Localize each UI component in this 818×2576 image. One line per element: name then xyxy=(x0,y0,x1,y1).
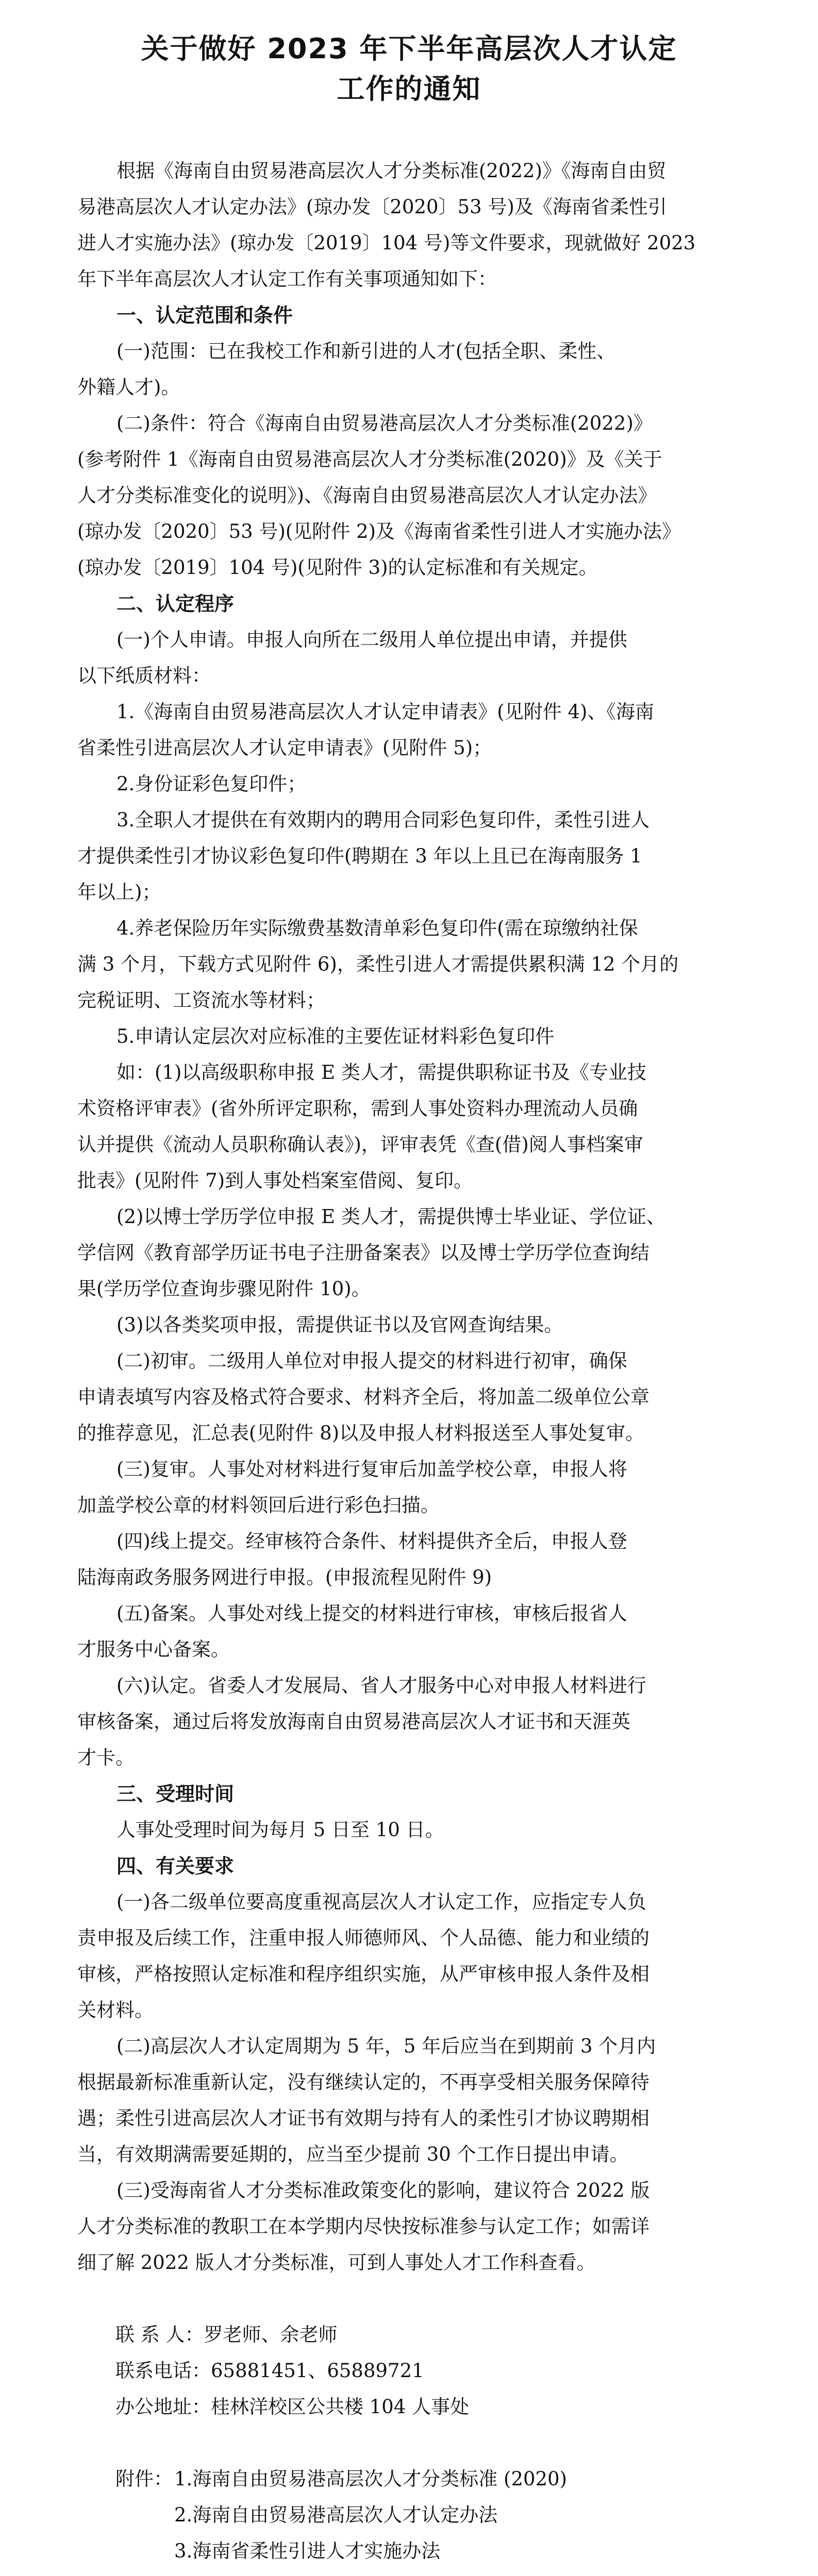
text-line: 如：(1)以高级职称申报 E 类人才，需提供职称证书及《专业技 xyxy=(116,1061,646,1083)
text-line: 1.《海南自由贸易港高层次人才认定申请表》(见附件 4)、《海南 xyxy=(116,701,654,723)
text-line: (一)范围：已在我校工作和新引进的人才(包括全职、柔性、 xyxy=(116,340,616,362)
scope-paragraph xyxy=(77,333,747,405)
text-line: (2)以博士学历学位申报 E 类人才，需提供博士毕业证、学位证、 xyxy=(116,1206,665,1228)
time-paragraph xyxy=(77,1812,747,1848)
attachment-label: 附件： xyxy=(115,2468,173,2490)
text-line: 根据最新标准重新认定，没有继续认定的，不再享受相关服务保障待 xyxy=(77,2071,649,2093)
text-line: 人才分类标准变化的说明》)、《海南自由贸易港高层次人才认定办法》 xyxy=(77,484,657,506)
step-2-paragraph xyxy=(77,1343,747,1451)
text-line: (琼办发〔2019〕104 号)(见附件 3)的认定标准和有关规定。 xyxy=(77,556,598,579)
requirement-1-paragraph xyxy=(77,1884,747,2028)
contact-phone xyxy=(115,2353,424,2389)
attachment-item: 1.海南自由贸易港高层次人才分类标准 (2020) xyxy=(174,2468,567,2490)
step-4-paragraph xyxy=(77,1523,747,1596)
material-5-paragraph xyxy=(77,1019,747,1055)
text-line: 果(学历学位查询步骤见附件 10)。 xyxy=(77,1278,371,1300)
contact-person-label: 联 系 人： xyxy=(115,2324,204,2346)
text-line: (三)受海南省人才分类标准政策变化的影响，建议符合 2022 版 xyxy=(116,2179,650,2201)
text-line: (二)初审。二级用人单位对申报人提交的材料进行初审，确保 xyxy=(116,1350,627,1372)
text-line: 5.申请认定层次对应标准的主要佐证材料彩色复印件 xyxy=(116,1025,555,1047)
text-line: 人事处受理时间为每月 5 日至 10 日。 xyxy=(116,1819,444,1841)
text-line: (参考附件 1《海南自由贸易港高层次人才分类标准(2020)》及《关于 xyxy=(77,448,662,470)
text-line: 当，有效期满需要延期的，应当至少提前 30 个工作日提出申请。 xyxy=(77,2143,629,2165)
text-line: 术资格评审表》(省外所评定职称，需到人事处资料办理流动人员确 xyxy=(77,1097,638,1120)
material-3-paragraph xyxy=(77,802,747,910)
text-line: (六)认定。省委人才发展局、省人才服务中心对申报人材料进行 xyxy=(116,1674,646,1697)
material-5c-paragraph xyxy=(77,1307,747,1343)
text-line: 才提供柔性引才协议彩色复印件(聘期在 3 年以上且已在海南服务 1 xyxy=(77,845,642,867)
text-line: 人才分类标准的教职工在本学期内尽快按标准参与认定工作；如需详 xyxy=(77,2215,649,2238)
intro-paragraph xyxy=(77,153,747,297)
requirement-3-paragraph xyxy=(77,2173,747,2281)
title-line-1: 关于做好 2023 年下半年高层次人才认定 xyxy=(141,32,677,65)
title-line-2: 工作的通知 xyxy=(337,73,481,105)
material-2-paragraph xyxy=(77,766,747,802)
material-5a-paragraph xyxy=(77,1055,747,1199)
text-line: 认并提供《流动人员职称确认表》)，评审表凭《查(借)阅人事档案审 xyxy=(77,1133,643,1156)
text-line: 陆海南政务服务网进行申报。(申报流程见附件 9) xyxy=(77,1566,492,1588)
contact-phone-label: 联系电话： xyxy=(115,2360,211,2382)
text-line: (一)各二级单位要高度重视高层次人才认定工作，应指定专人负 xyxy=(116,1891,646,1913)
text-line: 进人才实施办法》(琼办发〔2019〕104 号)等文件要求，现就做好 2023 xyxy=(77,232,696,254)
attachment-list xyxy=(115,2461,734,2576)
text-line: 学信网《教育部学历证书电子注册备案表》以及博士学历学位查询结 xyxy=(77,1242,649,1264)
step-6-paragraph xyxy=(77,1668,747,1776)
text-line: (琼办发〔2020〕53 号)(见附件 2)及《海南省柔性引进人才实施办法》 xyxy=(77,520,681,543)
section-3-heading: 三、受理时间 xyxy=(116,1783,235,1805)
attachment-item xyxy=(174,2569,516,2576)
text-line: (四)线上提交。经审核符合条件、材料提供齐全后，申报人登 xyxy=(116,1530,627,1552)
text-line: 申请表填写内容及格式符合要求、材料齐全后，将加盖二级单位公章 xyxy=(77,1386,649,1408)
text-line: 加盖学校公章的材料领回后进行彩色扫描。 xyxy=(77,1494,440,1516)
text-line: 才卡。 xyxy=(77,1747,135,1769)
material-4-paragraph xyxy=(77,910,747,1019)
text-line: (3)以各类奖项申报，需提供证书以及官网查询结果。 xyxy=(116,1314,563,1336)
text-line: 完税证明、工资流水等材料； xyxy=(77,989,325,1011)
section-1-heading: 一、认定范围和条件 xyxy=(116,304,293,327)
step-5-paragraph xyxy=(77,1596,747,1668)
text-line: 才服务中心备案。 xyxy=(77,1638,230,1660)
text-line: 的推荐意见，汇总表(见附件 8)以及申报人材料报送至人事处复审。 xyxy=(77,1422,645,1444)
text-line: 遇；柔性引进高层次人才证书有效期与持有人的柔性引才协议聘期相 xyxy=(77,2107,649,2129)
text-line: 审核备案，通过后将发放海南自由贸易港高层次人才证书和天涯英 xyxy=(77,1710,630,1733)
text-line: 外籍人才)。 xyxy=(77,376,180,398)
text-line: 易港高层次人才认定办法》(琼办发〔2020〕53 号)及《海南省柔性引 xyxy=(77,196,667,218)
text-line: (一)个人申请。申报人向所在二级用人单位提出申请，并提供 xyxy=(116,629,627,651)
condition-paragraph xyxy=(77,405,747,586)
contact-person-value: 罗老师、余老师 xyxy=(204,2324,338,2346)
section-4-heading: 四、有关要求 xyxy=(116,1855,235,1877)
material-1-paragraph xyxy=(77,694,747,766)
attachment-item: 3.海南省柔性引进人才实施办法 xyxy=(174,2540,441,2562)
requirement-2-paragraph xyxy=(77,2028,747,2173)
text-line: (三)复审。人事处对材料进行复审后加盖学校公章，申报人将 xyxy=(116,1458,627,1480)
contact-address xyxy=(115,2389,469,2425)
text-line: 满 3 个月，下载方式见附件 6)，柔性引进人才需提供累积满 12 个月的 xyxy=(77,953,679,975)
attachment-item: 2.海南自由贸易港高层次人才认定办法 xyxy=(174,2504,498,2526)
text-line: 年以上)； xyxy=(77,881,161,903)
contact-address-label: 办公地址： xyxy=(115,2396,211,2418)
text-line: (五)备案。人事处对线上提交的材料进行审核，审核后报省人 xyxy=(116,1602,627,1624)
step-3-paragraph xyxy=(77,1451,747,1523)
text-line: 关材料。 xyxy=(77,1999,154,2021)
text-line: (二)高层次人才认定周期为 5 年，5 年后应当在到期前 3 个月内 xyxy=(116,2035,656,2057)
text-line: 4.养老保险历年实际缴费基数清单彩色复印件(需在琼缴纳社保 xyxy=(116,917,638,939)
text-line: 责申报及后续工作，注重申报人师德师风、个人品德、能力和业绩的 xyxy=(77,1927,649,1949)
text-line: 年下半年高层次人才认定工作有关事项通知如下： xyxy=(77,268,497,290)
step-1-paragraph xyxy=(77,622,747,694)
contact-person xyxy=(115,2317,338,2353)
text-line: (二)条件：符合《海南自由贸易港高层次人才分类标准(2022)》 xyxy=(116,412,653,434)
text-line: 省柔性引进高层次人才认定申请表》(见附件 5)； xyxy=(77,737,492,759)
text-line: 细了解 2022 版人才分类标准，可到人事处人才工作科查看。 xyxy=(77,2251,596,2274)
text-line: 审核，严格按照认定标准和程序组织实施，从严审核申报人条件及相 xyxy=(77,1963,649,1985)
section-2-heading: 二、认定程序 xyxy=(116,592,235,615)
contact-phone-value: 65881451、65889721 xyxy=(211,2360,424,2382)
material-5b-paragraph xyxy=(77,1199,747,1307)
contact-address-value: 桂林洋校区公共楼 104 人事处 xyxy=(211,2396,470,2418)
text-line: 以下纸质材料： xyxy=(77,665,211,687)
text-line: 批表》(见附件 7)到人事处档案室借阅、复印。 xyxy=(77,1170,473,1192)
text-line: 根据《海南自由贸易港高层次人才分类标准(2022)》《海南自由贸 xyxy=(116,160,666,182)
text-line: 3.全职人才提供在有效期内的聘用合同彩色复印件，柔性引进人 xyxy=(116,809,650,831)
text-line: 2.身份证彩色复印件； xyxy=(116,773,307,795)
